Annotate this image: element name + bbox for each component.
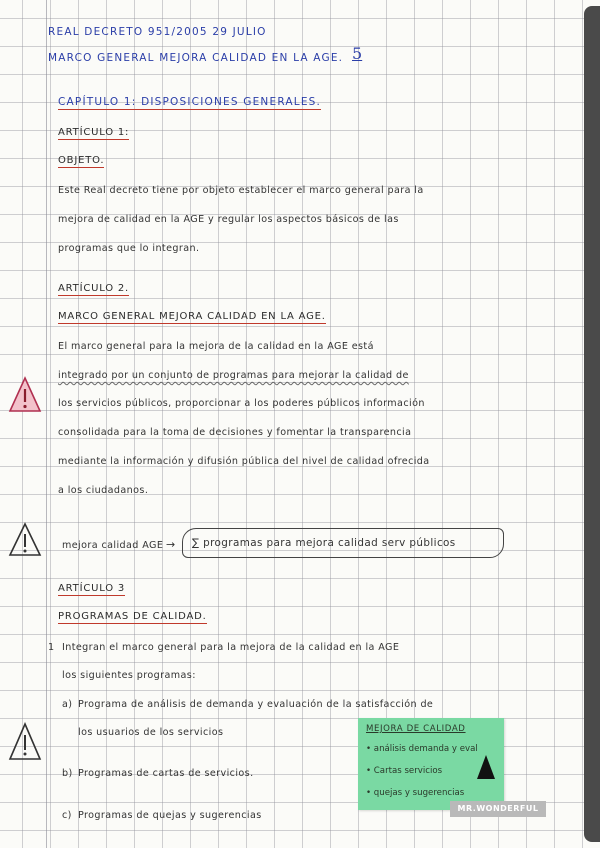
article-3-line: los siguientes programas: [62,670,196,681]
article-3-heading: ARTÍCULO 3 [58,583,126,594]
warning-icon [8,376,42,414]
article-1-line: Este Real decreto tiene por objeto establecer el marco general para la [58,185,424,196]
list-item-text: Programas de quejas y sugerencias [78,810,262,821]
article-3-subheading: PROGRAMAS DE CALIDAD. [58,611,207,622]
list-item-text: Programas de cartas de servicios. [78,768,254,779]
article-3-line: Integran el marco general para la mejora de la calidad en la AGE [62,642,400,653]
article-2-line: mediante la información y difusión pública del nivel de calidad ofrecida [58,456,430,467]
summary-arrow: → [166,538,176,551]
list-item-label: a) [62,699,73,710]
article-2-line: consolidada para la toma de decisiones y fomentar la transparencia [58,427,412,438]
list-item-label: c) [62,810,72,821]
article-2-line: a los ciudadanos. [58,485,149,496]
article-1-line: programas que lo integran. [58,243,200,254]
chapter-title: CAPÍTULO 1: DISPOSICIONES GENERALES. [58,96,322,108]
article-2-line: los servicios públicos, proporcionar a los poderes públicos información [58,398,425,409]
list-item-label: b) [62,768,73,779]
sticky-note [358,718,504,810]
warning-icon [476,754,496,780]
list-item-text: los usuarios de los servicios [78,727,224,738]
article-2-heading: ARTÍCULO 2. [58,283,130,294]
article-2-line: El marco general para la mejora de la calidad en la AGE está [58,341,374,352]
article-3-item-number: 1 [48,642,55,653]
brand-label: MR.WONDERFUL [450,801,546,817]
page-number: 5 [352,44,363,63]
margin-line [46,0,47,848]
article-1-line: mejora de calidad en la AGE y regular los aspectos básicos de las [58,214,399,225]
header-line-1: REAL DECRETO 951/2005 29 JULIO [48,26,267,38]
article-2-subheading: MARCO GENERAL MEJORA CALIDAD EN LA AGE. [58,311,326,322]
notebook-binding [584,6,600,842]
sticky-note-item: • análisis demanda y eval [366,744,478,754]
list-item-text: Programa de análisis de demanda y evaluación de la satisfacción de [78,699,434,710]
article-1-heading: ARTÍCULO 1: [58,127,130,138]
header-line-2: MARCO GENERAL MEJORA CALIDAD EN LA AGE. [48,52,344,64]
summary-left: mejora calidad AGE [62,540,164,551]
sticky-note-item: • quejas y sugerencias [366,788,465,798]
sticky-note-title: MEJORA DE CALIDAD [366,724,466,734]
warning-icon [8,722,42,762]
article-2-line: integrado por un conjunto de programas para mejorar la calidad de [58,370,409,381]
warning-icon [8,522,42,558]
sticky-note-item: • Cartas servicios [366,766,443,776]
article-1-subheading: OBJETO. [58,155,105,166]
summary-right: ∑ programas para mejora calidad serv públicos [192,537,456,549]
